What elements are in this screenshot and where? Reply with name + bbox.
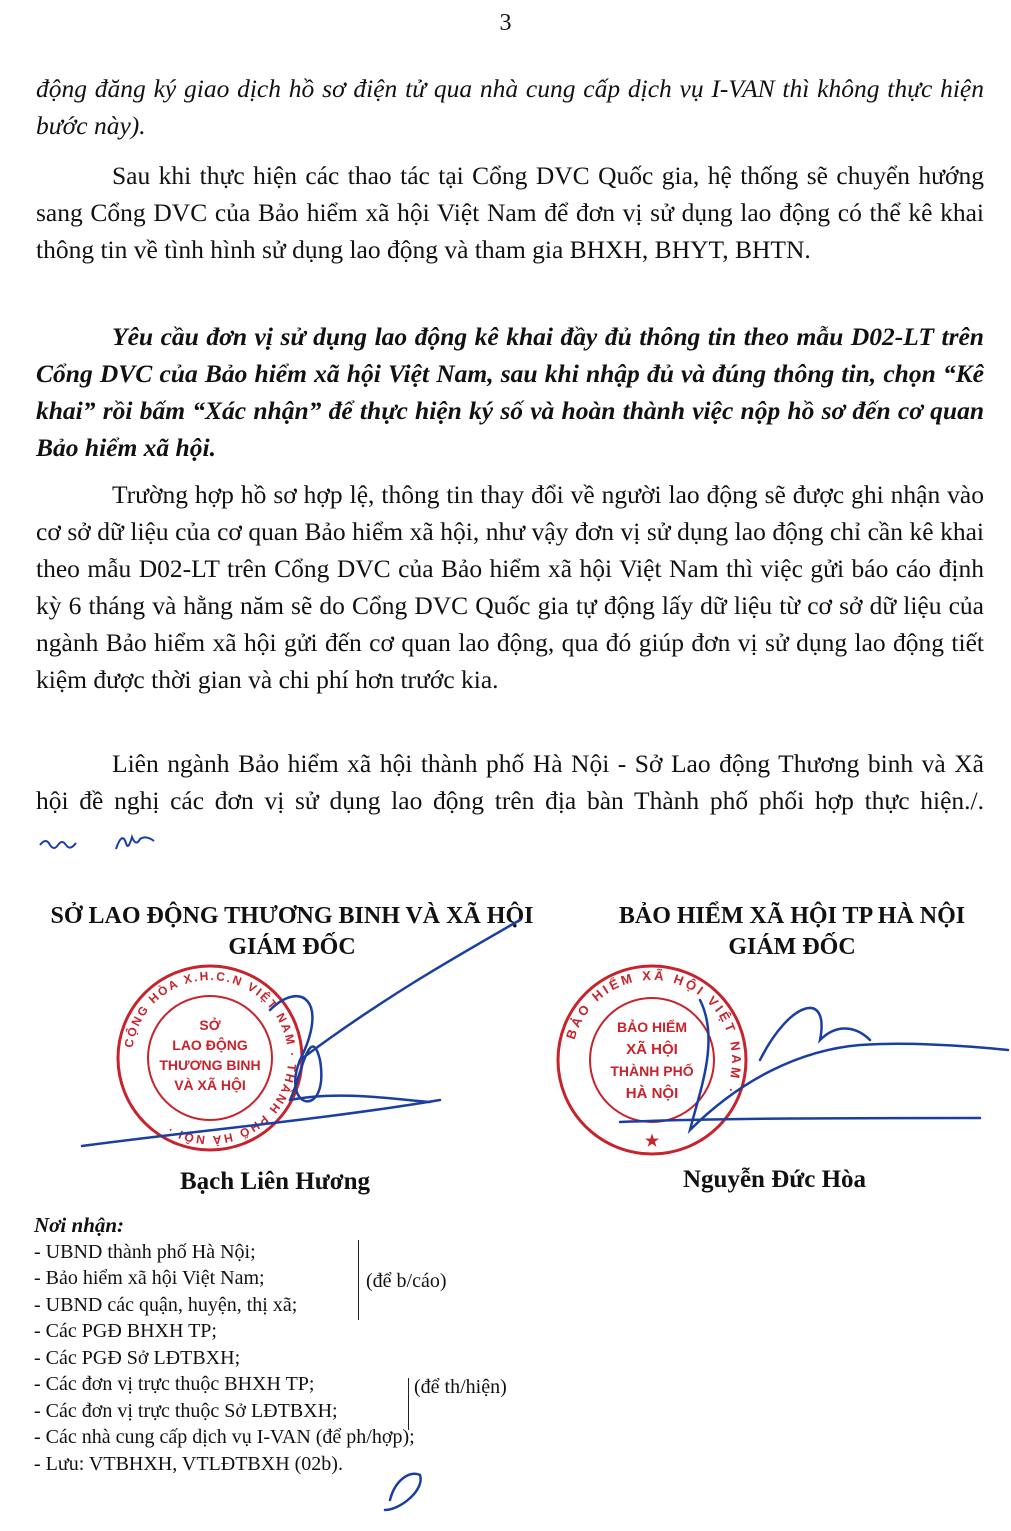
recipient-item: - UBND các quận, huyện, thị xã; [34,1293,298,1316]
official-seal-left [110,958,310,1158]
paragraph-text: Sau khi thực hiện các thao tác tại Cổng DVC Quốc gia, hệ thống sẽ chuyển hướng sang Cổng DVC của Bảo hiểm xã hội Việt Nam để đơn vị sử dụng lao động có thể kê khai thông tin về tình hình sử dụng lao động và tham gia BHXH, BHYT, BHTN. [36,161,984,264]
svg-text:THÀNH PHỐ: THÀNH PHỐ [610,1063,694,1079]
paragraph-redirect [36,157,984,268]
signer-name-left: Bạch Liên Hương [180,1168,370,1195]
recipients-heading: Nơi nhận: [34,1213,125,1237]
paragraph-text: Liên ngành Bảo hiểm xã hội thành phố Hà Nội - Sở Lao động Thương binh và Xã hội đề nghị các đơn vị sử dụng lao động trên địa bàn Thành phố phối hợp thực hiện./. [36,749,984,815]
paragraph-text: động đăng ký giao dịch hồ sơ điện tử qua nhà cung cấp dịch vụ I-VAN thì không thực hiện bước này). [36,74,984,140]
recipient-item: - Lưu: VTBHXH, VTLĐTBXH (02b). [34,1452,343,1475]
svg-text:CỘNG HÒA X.H.C.N VIỆT NAM · TH: CỘNG HÒA X.H.C.N VIỆT NAM · THÀNH PHỐ HÀ NỘI · [121,968,300,1148]
recipients-bracket-report [358,1240,359,1320]
svg-text:★: ★ [644,1133,660,1150]
recipients-note-report: (để b/cáo) [366,1270,447,1292]
recipient-item: - Các nhà cung cấp dịch vụ I-VAN (để ph/hợp); [34,1426,415,1448]
signer-title: GIÁM ĐỐC [728,934,856,960]
paragraph-valid-case [36,476,984,698]
svg-text:BẢO HIỂM XÃ HỘI VIỆT NAM ·: BẢO HIỂM XÃ HỘI VIỆT NAM · [562,967,745,1098]
svg-text:HÀ NỘI: HÀ NỘI [625,1085,679,1102]
recipient-item: - UBND thành phố Hà Nội; [34,1240,256,1263]
paragraph-requirement [36,318,984,466]
svg-text:VÀ XÃ HỘI: VÀ XÃ HỘI [174,1077,246,1093]
page-number: 3 [499,10,512,36]
signer-title: GIÁM ĐỐC [228,934,356,960]
signature-block-left [28,900,556,962]
recipients-bracket-implement [408,1378,409,1430]
paragraph-closing [36,745,984,856]
official-seal-right [552,960,752,1160]
paragraph-text: Trường hợp hồ sơ hợp lệ, thông tin thay đổi về người lao động sẽ được ghi nhận vào cơ sở dữ liệu của cơ quan Bảo hiểm xã hội, như vậy đơn vị sử dụng lao động chỉ cần kê khai theo mẫu D02-LT trên Cổng DVC của Bảo hiểm xã hội Việt Nam thì việc gửi báo cáo định kỳ 6 tháng và hằng năm sẽ do Cổng DVC Quốc gia tự động lấy dữ liệu từ cơ sở dữ liệu của ngành Bảo hiểm xã hội gửi đến cơ quan lao động, qua đó giúp đơn vị sử dụng lao động tiết kiệm được thời gian và chi phí hơn trước kia. [36,480,984,694]
recipient-item: - Bảo hiểm xã hội Việt Nam; [34,1267,265,1289]
svg-text:XÃ HỘI: XÃ HỘI [626,1041,678,1058]
recipient-item: - Các PGĐ Sở LĐTBXH; [34,1346,241,1369]
organization-name: SỞ LAO ĐỘNG THƯƠNG BINH VÀ XÃ HỘI [50,903,534,929]
svg-text:SỞ: SỞ [199,1017,221,1033]
svg-text:LAO ĐỘNG: LAO ĐỘNG [172,1037,248,1053]
recipients-note-implement: (để th/hiện) [414,1376,507,1398]
recipient-item: - Các đơn vị trực thuộc Sở LĐTBXH; [34,1399,338,1422]
handwritten-initials [36,825,186,855]
svg-text:BẢO HIỂM: BẢO HIỂM [617,1019,687,1035]
signature-block-right [592,900,992,962]
signer-name-right: Nguyễn Đức Hòa [683,1166,867,1193]
paragraph-text: Yêu cầu đơn vị sử dụng lao động kê khai đầy đủ thông tin theo mẫu D02-LT trên Cổng DVC của Bảo hiểm xã hội Việt Nam, sau khi nhập đủ và đúng thông tin, chọn “Kê khai” rồi bấm “Xác nhận” để thực hiện ký số và hoàn thành việc nộp hồ sơ đến cơ quan Bảo hiểm xã hội. [36,322,984,462]
paragraph-continuation [36,70,984,144]
svg-text:THƯƠNG BINH: THƯƠNG BINH [159,1057,261,1073]
recipient-item: - Các PGĐ BHXH TP; [34,1320,217,1342]
recipient-item: - Các đơn vị trực thuộc BHXH TP; [34,1373,315,1395]
organization-name: BẢO HIỂM XÃ HỘI TP HÀ NỘI [618,903,966,929]
